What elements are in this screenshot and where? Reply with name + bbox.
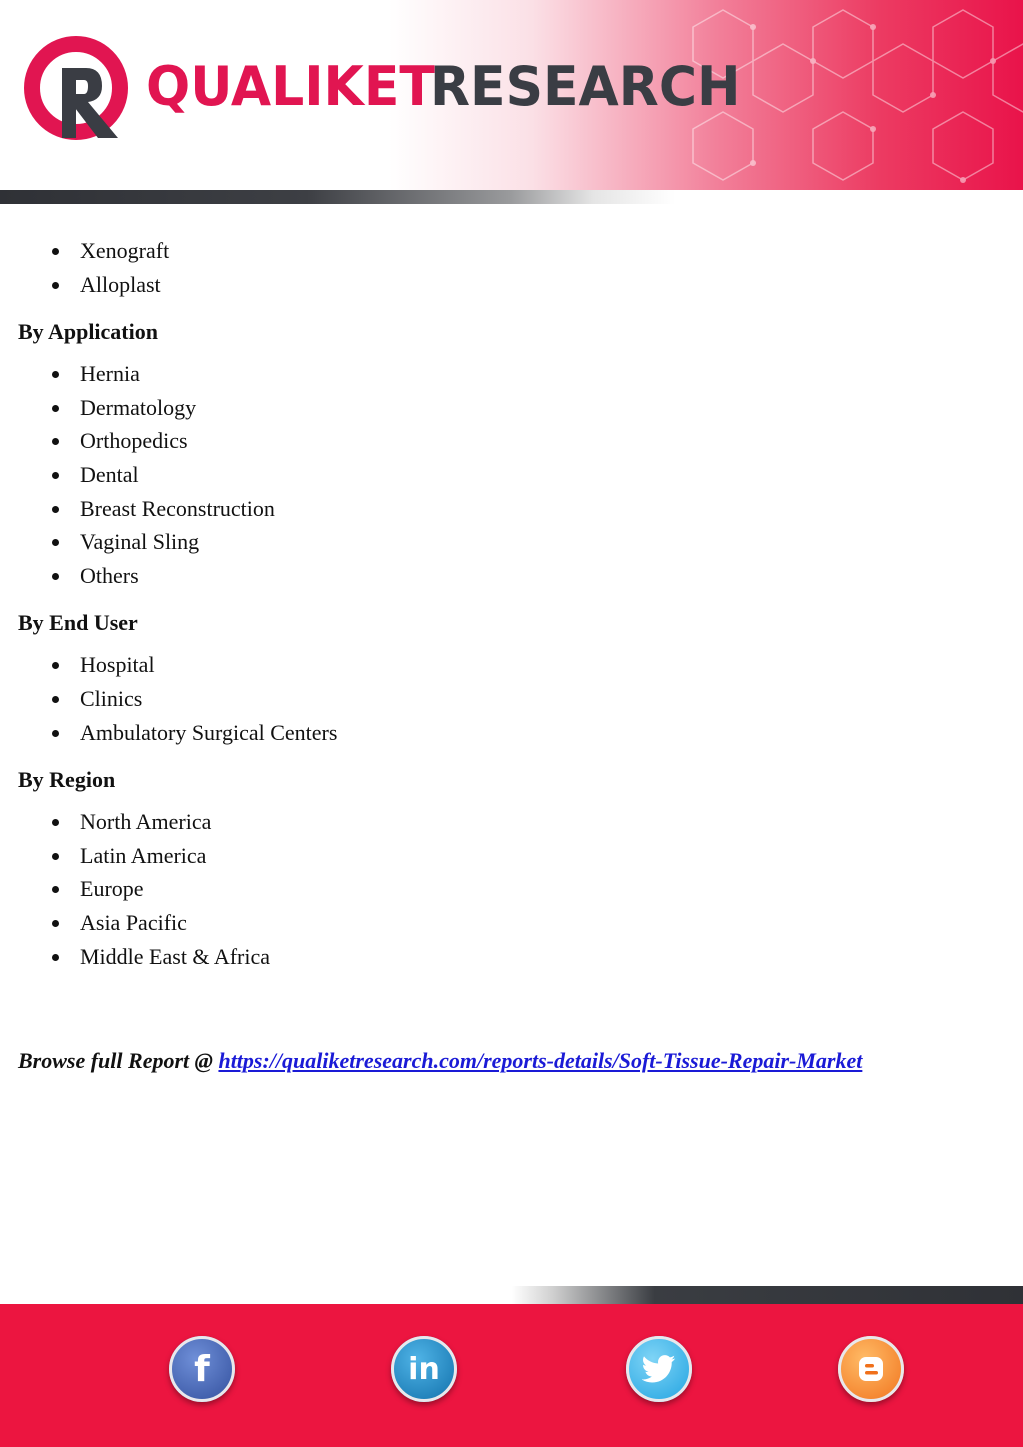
- list-item: [18, 359, 998, 393]
- list-item: [18, 460, 998, 494]
- list-item-label: Ambulatory Surgical Centers: [80, 719, 338, 745]
- list-item: [18, 908, 998, 942]
- bullet-icon: [52, 371, 59, 378]
- bullet-icon: [52, 730, 59, 737]
- list-item-label: Vaginal Sling: [80, 529, 200, 555]
- bullet-icon: [52, 282, 59, 289]
- end-user-list: [18, 650, 998, 751]
- list-item: [18, 426, 998, 460]
- list-item: [18, 684, 998, 718]
- list-item: [18, 270, 998, 304]
- bullet-icon: [52, 696, 59, 703]
- list-item-label: Europe: [80, 876, 144, 902]
- list-item-label: Alloplast: [80, 271, 161, 297]
- list-item-label: Asia Pacific: [80, 909, 187, 935]
- bullet-icon: [52, 539, 59, 546]
- browse-report-line: [18, 1048, 862, 1074]
- bullet-icon: [52, 662, 59, 669]
- list-item: [18, 874, 998, 908]
- bullet-icon: [52, 573, 59, 580]
- list-item-label: Hernia: [80, 361, 140, 387]
- list-item: [18, 942, 998, 976]
- report-link[interactable]: https://qualiketresearch.com/reports-details/Soft-Tissue-Repair-Market: [218, 1048, 863, 1073]
- qualiket-logo-icon: [22, 34, 134, 146]
- list-item: [18, 393, 998, 427]
- list-item-label: Clinics: [80, 685, 143, 711]
- list-item: [18, 718, 998, 752]
- list-item-label: Dental: [80, 461, 139, 487]
- section-heading-region: By Region: [18, 767, 116, 793]
- bullet-icon: [52, 920, 59, 927]
- logo-wordmark-research: RESEARCH: [430, 55, 741, 119]
- list-item: [18, 841, 998, 875]
- list-item-label: Orthopedics: [80, 428, 188, 454]
- list-item-label: Hospital: [80, 652, 155, 678]
- header-divider: [0, 190, 1023, 204]
- logo-wordmark-qualiket: QUALIKET: [146, 55, 435, 119]
- bullet-icon: [52, 472, 59, 479]
- list-item-label: Others: [80, 562, 139, 588]
- facebook-glyph: f: [194, 1348, 210, 1390]
- list-item-label: Xenograft: [80, 238, 170, 263]
- bullet-icon: [52, 819, 59, 826]
- linkedin-icon[interactable]: [391, 1336, 457, 1402]
- bullet-icon: [52, 886, 59, 893]
- lead-list: [18, 236, 998, 303]
- blogger-icon[interactable]: [838, 1336, 904, 1402]
- twitter-bird-icon: [642, 1355, 676, 1383]
- list-item-label: Dermatology: [80, 394, 197, 420]
- bullet-icon: [52, 438, 59, 445]
- blogger-glyph-icon: [856, 1354, 886, 1384]
- list-item: [18, 494, 998, 528]
- list-item: [18, 236, 998, 270]
- region-list: [18, 807, 998, 975]
- twitter-icon[interactable]: [626, 1336, 692, 1402]
- segment-content: [18, 236, 998, 975]
- list-item: [18, 807, 998, 841]
- section-heading-application: By Application: [18, 319, 158, 345]
- linkedin-glyph: in: [408, 1351, 440, 1387]
- bullet-icon: [52, 954, 59, 961]
- bullet-icon: [52, 405, 59, 412]
- browse-label: Browse full Report @: [18, 1048, 219, 1073]
- footer-divider: [0, 1286, 1023, 1304]
- list-item: [18, 561, 998, 595]
- list-item-label: Latin America: [80, 842, 207, 868]
- list-item: [18, 527, 998, 561]
- list-item-label: North America: [80, 809, 212, 835]
- application-list: [18, 359, 998, 594]
- page-header: [0, 0, 1023, 190]
- list-item: [18, 650, 998, 684]
- bullet-icon: [52, 248, 59, 255]
- facebook-icon[interactable]: [169, 1336, 235, 1402]
- bullet-icon: [52, 853, 59, 860]
- list-item-label: Breast Reconstruction: [80, 495, 275, 521]
- bullet-icon: [52, 506, 59, 513]
- section-heading-end-user: By End User: [18, 610, 138, 636]
- list-item-label: Middle East & Africa: [80, 943, 271, 969]
